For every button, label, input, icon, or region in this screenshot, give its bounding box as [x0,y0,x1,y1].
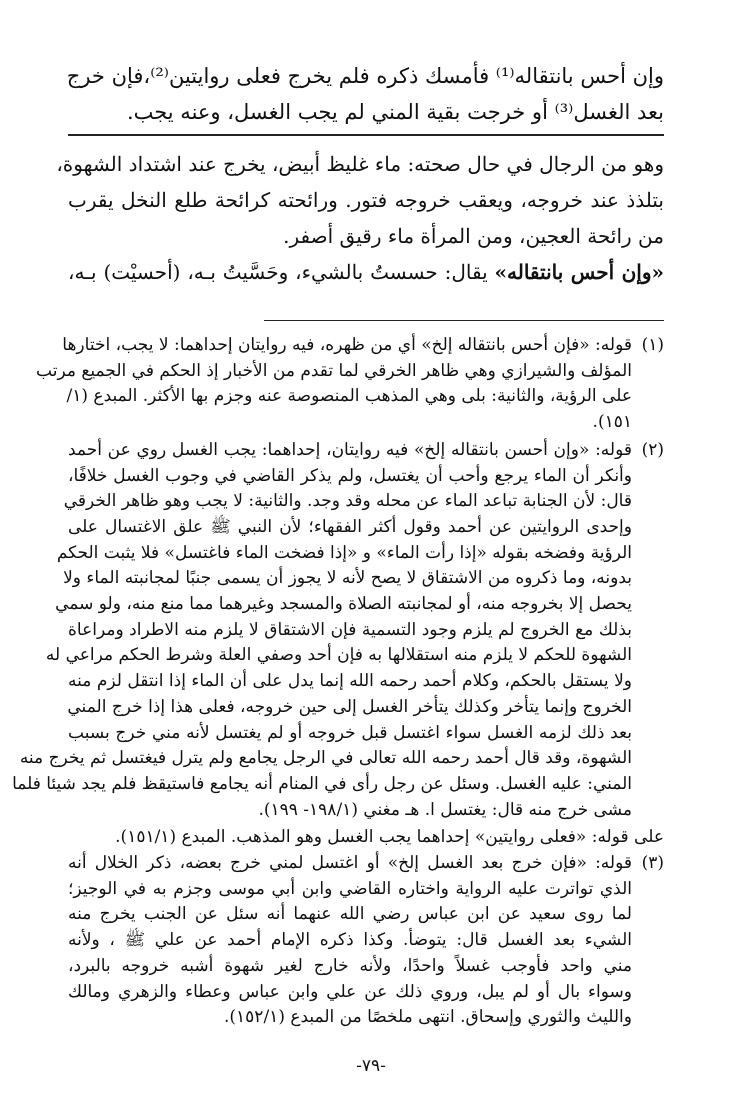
footnote-line: ١٥١). [592,412,632,433]
footnote-addendum [68,825,664,851]
matn-text [68,58,664,130]
commentary-continuation: يقال: حسستُ بالشيء، وحَسَّيتُ بـه، (أحسيْت) بـه، [68,260,495,284]
footnote-3 [68,851,664,1031]
matn-divider [68,134,664,136]
footnote-line: الشهوة للحكم لا يلزم منه استقلالها به فإن أحد وصفي العلة وشرط الحكم مراعي له [45,645,632,666]
matn-quote: «وإن أحس بانتقاله» [494,260,664,284]
footnote-line: مشى خرج منه قال: يغتسل ا. هـ مغني (١٩٨/١- ١٩٩). [258,799,632,820]
footnote-line: قوله: «فإن أحس بانتقاله إلخ» أي من ظهره، فيه روايتان إحداهما: لا يجب، اختارها [62,335,632,355]
commentary-line: من رائحة العجين، ومن المرأة ماء رقيق أصفر. [283,224,664,248]
footnote-number: (٢) [641,439,664,460]
footnote-line: الذي تواترت عليه الرواية واختاره القاضي وابن أبي موسى وجزم به في الوجيز؛ [68,878,632,899]
footnote-line: على الرؤية، والثانية: بلى وهي المذهب المنصوصة عنه وجزم بها الأكثر. المبدع (١/ [66,386,632,407]
footnote-line: الخروج وإنما يتأخر وكذلك يتأخر الغسل إلى حين خروجه، فعلى هذا إذا خرج المني [67,696,632,717]
footnote-number: (١) [641,335,664,355]
footnote-line: الشيء بعد الغسل قال: يتوضأ. وكذا ذكره الإمام أحمد عن علي ﷺ ، ولأنه [68,930,632,951]
footnote-line: المني: عليه الغسل. وسئل عن رجل رأى في المنام أنه يجامع فاستيقظ فلم يجد شيئا فلما [12,773,632,794]
matn-line: وإن أحس بانتقاله⁽¹⁾ فأمسك ذكره فلم يخرج فعلى روايتين⁽²⁾،فإن خرج [66,64,664,88]
commentary-line: بتلذذ عند خروجه، ويعقب خروجه فتور. ورائحته كرائحة طلع النخل يقرب [68,188,664,212]
footnote-number: (٣) [641,853,664,874]
footnote-line: بدونه، وما ذكروه من الاشتقاق لا يصح لأنه لا يجوز أن يسمى جنبًا لمجانبته الماء ولا [63,568,632,589]
footnote-1 [36,333,664,436]
footnote-line: المؤلف والشيرازي وهي ظاهر الخرقي لما تقدم من الأخبار إذ الحكم في الجميع مرتب [36,360,632,381]
commentary-text [56,146,664,290]
footnote-line: مني واحد فأوجب غسلاً واحدًا، ولأنه خارج لغير شهوة أشبه خروجه بالبرد، [68,955,632,976]
footnote-line: بذلك مع الخروج لم يلزم وجود التسمية فإن الاشتقاق لا يلزم منه الاطراد ومراعاة [68,619,632,640]
page-number: -٧٩- [356,1056,386,1076]
footnote-line: وسواء بال أو لم يبل، وروي ذلك عن علي وابن عباس وعطاء والزهري ومالك [68,981,632,1002]
matn-line: بعد الغسل⁽³⁾ أو خرجت بقية المني لم يجب الغسل، وعنه يجب. [126,100,664,124]
footnote-line: وأنكر أن الماء يرجع وأحب أن يغتسل، ولم يذكر القاضي في وجوب الغسل خلافًا، [68,465,632,486]
footnote-separator [264,320,664,321]
footnote-line: يحصل إلا بخروجه منه، أو لمجانبته الصلاة والمسجد وغيرهما مما منع منه، ولو سمي [55,594,632,615]
footnote-line: الرؤية وفضخه بقوله «إذا رأت الماء» و «إذا فضخت الماء فاغتسل» فلا يثبت الحكم [56,542,632,563]
footnote-line: وإحدى الروايتين عن أحمد وقول أكثر الفقهاء؛ لأن النبي ﷺ علق الاغتسال على [68,516,632,537]
footnote-line: لما روى سعيد عن ابن عباس رضي الله عنهما أنه سئل عن الجنب يخرج منه [68,904,632,925]
commentary-line [68,254,664,290]
footnote-2 [12,438,664,824]
footnote-line: قال: لأن الجنابة تباعد الماء عن محله وقد وجد. والثانية: لا يجب وهو ظاهر الخرقي [63,491,632,512]
footnote-line: الشهوة، وقد قال أحمد رحمه الله تعالى في الرجل يجامع ولم يترل فيغتسل ثم يخرج منه [19,748,632,769]
footnote-line: قوله: «فإن خرج بعد الغسل إلخ» أو اغتسل لمني خرج بعضه، ذكر الخلال أنه [68,853,632,874]
footnote-line: والليث والثوري وإسحاق. انتهى ملخصًا من المبدع (١٥٢/١). [224,1007,632,1028]
commentary-line: وهو من الرجال في حال صحته: ماء غليظ أبيض، يخرج عند اشتداد الشهوة، [56,152,664,176]
footnote-line: ولا يستقل بالحكم، وكلام أحمد رحمه الله إنما يدل على أن الماء إذا انتقل لزم منه [68,671,632,692]
footnote-line: بعد ذلك لزمه الغسل سواء اغتسل قبل خروجه أو لم يغتسل لأنه مني خرج بسبب [68,722,632,743]
footnote-line: على قوله: «فعلى روايتين» إحداهما يجب الغسل وهو المذهب. المبدع (١٥١/١). [115,827,664,848]
footnote-line: قوله: «وإن أحسن بانتقاله إلخ» فيه روايتان، إحداهما: يجب الغسل روي عن أحمد [68,439,632,460]
